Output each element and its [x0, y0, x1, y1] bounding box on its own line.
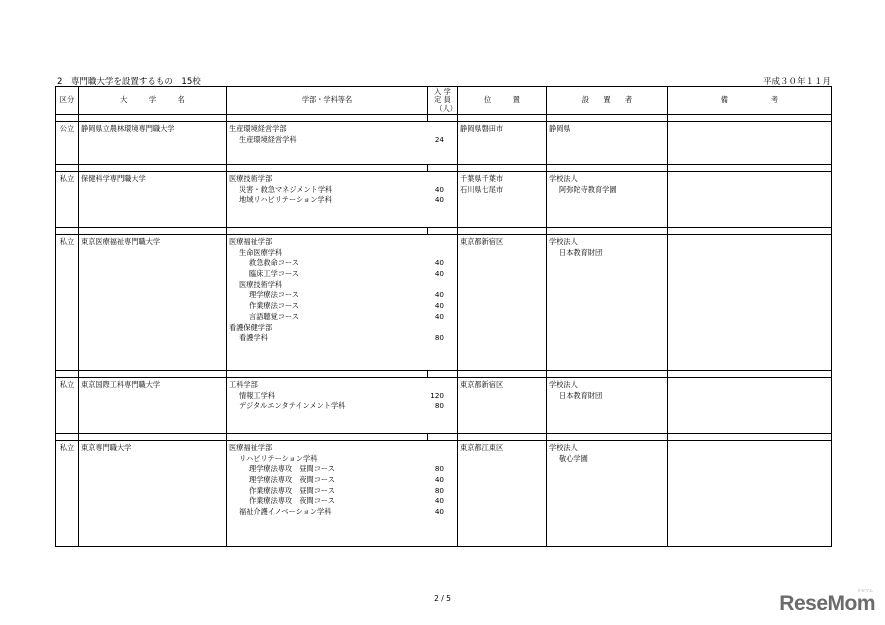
location-line: 東京都新宿区	[460, 380, 504, 389]
gap-cell	[458, 165, 547, 172]
faculty-line	[229, 290, 454, 301]
header-capacity-unit: （人）	[435, 103, 457, 113]
capacity-value: 80	[434, 485, 444, 495]
faculty-line	[229, 124, 454, 135]
faculty-name: 福祉介護イノベーション学科	[239, 507, 332, 517]
gap-cell	[79, 434, 227, 441]
faculty-name: 看護保健学部	[229, 322, 273, 332]
capacity-value	[444, 443, 454, 454]
row-category: 私立	[56, 378, 79, 434]
row-establisher	[547, 122, 668, 165]
row-faculty-list	[227, 378, 458, 434]
row-establisher	[547, 235, 668, 371]
faculty-line	[229, 496, 454, 507]
row-university-name: 東京国際工科専門職大学	[79, 378, 227, 434]
capacity-value: 80	[434, 333, 444, 343]
table-row	[56, 378, 832, 434]
gap-cell	[428, 434, 458, 441]
gap-cell	[56, 434, 79, 441]
faculty-name: 医療福祉学部	[229, 237, 273, 246]
university-table	[55, 86, 832, 547]
gap-cell	[428, 115, 458, 122]
header-capacity-line2: 定 員	[434, 95, 451, 105]
gap-cell	[547, 434, 668, 441]
faculty-line	[229, 195, 454, 206]
establisher-line: 学校法人	[549, 237, 578, 246]
section-heading: 2 専門職大学を設置するもの 15校	[57, 77, 201, 87]
row-gap	[56, 115, 832, 122]
location-line: 静岡県磐田市	[460, 124, 504, 133]
faculty-name: 生産環境経営学部	[229, 124, 287, 133]
row-location	[458, 378, 547, 434]
row-university-name: 東京医療福祉専門職大学	[79, 235, 227, 371]
faculty-line	[229, 248, 454, 259]
gap-cell	[79, 228, 227, 235]
faculty-line	[229, 280, 454, 291]
page-number: 2 / 5	[434, 594, 451, 603]
faculty-name: 理学療法専攻 昼間コース	[249, 464, 335, 474]
capacity-value	[444, 237, 454, 248]
capacity-value: 80	[434, 464, 444, 474]
header-category: 区分	[56, 87, 79, 115]
faculty-name: 生命医療学科	[239, 247, 283, 257]
faculty-name: 災害・救急マネジメント学科	[239, 184, 333, 194]
gap-cell	[458, 371, 547, 378]
faculty-line	[229, 323, 454, 334]
gap-cell	[428, 228, 458, 235]
capacity-value: 80	[434, 401, 444, 411]
row-category: 私立	[56, 235, 79, 371]
establisher-line: 日本教育財団	[559, 247, 603, 257]
gap-cell	[56, 228, 79, 235]
row-location	[458, 122, 547, 165]
row-location	[458, 441, 547, 547]
capacity-value: 40	[434, 258, 444, 268]
faculty-name: 情報工学科	[239, 390, 275, 400]
header-capacity-line1: 入 学	[434, 86, 451, 96]
row-remarks	[668, 235, 832, 371]
capacity-value: 24	[434, 134, 444, 144]
gap-cell	[79, 371, 227, 378]
gap-cell	[227, 434, 428, 441]
faculty-name: 工科学部	[229, 380, 258, 389]
row-location	[458, 172, 547, 228]
capacity-value: 40	[434, 507, 444, 517]
row-category: 私立	[56, 172, 79, 228]
row-gap	[56, 371, 832, 378]
header-faculty: 学部・学科等名	[227, 87, 428, 115]
row-establisher	[547, 378, 668, 434]
row-location	[458, 235, 547, 371]
gap-cell	[547, 371, 668, 378]
row-remarks	[668, 122, 832, 165]
header-establisher: 設 置 者	[547, 87, 668, 115]
faculty-name: 医療技術学部	[229, 174, 273, 183]
faculty-line	[229, 486, 454, 497]
faculty-line	[229, 507, 454, 518]
gap-cell	[668, 115, 832, 122]
header-remarks: 備 考	[668, 87, 832, 115]
faculty-name: 地域リハビリテーション学科	[239, 195, 332, 205]
establisher-line: 日本教育財団	[559, 390, 603, 400]
faculty-line	[229, 454, 454, 465]
establisher-line: 静岡県	[549, 124, 571, 133]
capacity-value	[444, 380, 454, 391]
location-line: 千葉県千葉市	[460, 174, 504, 183]
gap-cell	[547, 228, 668, 235]
gap-cell	[428, 371, 458, 378]
capacity-value	[444, 248, 454, 259]
faculty-line	[229, 269, 454, 280]
document-date: 平成３０年１１月	[762, 77, 831, 87]
table-row	[56, 122, 832, 165]
row-remarks	[668, 441, 832, 547]
row-remarks	[668, 172, 832, 228]
row-university-name: 保健科学専門職大学	[79, 172, 227, 228]
gap-cell	[79, 165, 227, 172]
faculty-name: 作業療法専攻 夜間コース	[249, 496, 335, 506]
capacity-value: 40	[434, 195, 444, 205]
faculty-name: 医療福祉学部	[229, 443, 273, 452]
row-faculty-list	[227, 441, 458, 547]
capacity-value: 40	[434, 475, 444, 485]
location-line: 東京都新宿区	[460, 237, 504, 246]
table-header-row	[56, 87, 832, 115]
capacity-value	[444, 280, 454, 291]
faculty-name: 医療技術学科	[239, 279, 283, 289]
faculty-line	[229, 312, 454, 323]
faculty-line	[229, 391, 454, 402]
establisher-line: 阿弥陀寺教育学園	[559, 184, 617, 194]
faculty-line	[229, 475, 454, 486]
gap-cell	[428, 165, 458, 172]
row-gap	[56, 228, 832, 235]
faculty-name: 臨床工学コース	[249, 269, 299, 279]
faculty-name: 理学療法専攻 夜間コース	[249, 475, 335, 485]
faculty-line	[229, 401, 454, 412]
faculty-name: 救急救命コース	[249, 258, 299, 268]
table-row	[56, 172, 832, 228]
gap-cell	[227, 228, 428, 235]
faculty-line	[229, 464, 454, 475]
gap-cell	[458, 115, 547, 122]
location-line: 石川県七尾市	[460, 184, 504, 194]
establisher-line: 学校法人	[549, 443, 578, 452]
establisher-line: 学校法人	[549, 174, 578, 183]
row-category: 私立	[56, 441, 79, 547]
faculty-name: 理学療法コース	[249, 290, 299, 300]
capacity-value: 40	[434, 269, 444, 279]
capacity-value: 120	[430, 390, 444, 400]
capacity-value: 40	[434, 496, 444, 506]
faculty-line	[229, 174, 454, 185]
capacity-value	[444, 323, 454, 334]
row-university-name: 東京専門職大学	[79, 441, 227, 547]
gap-cell	[79, 115, 227, 122]
faculty-line	[229, 135, 454, 146]
row-establisher	[547, 172, 668, 228]
gap-cell	[56, 165, 79, 172]
faculty-name: リハビリテーション学科	[239, 453, 318, 463]
gap-cell	[668, 371, 832, 378]
gap-cell	[227, 371, 428, 378]
faculty-name: 看護学科	[239, 333, 268, 343]
header-capacity	[428, 87, 458, 115]
capacity-value: 40	[434, 290, 444, 300]
gap-cell	[458, 434, 547, 441]
faculty-line	[229, 237, 454, 248]
row-gap	[56, 165, 832, 172]
capacity-value	[444, 454, 454, 465]
gap-cell	[668, 228, 832, 235]
resemom-logo: ReseMom	[779, 592, 875, 615]
row-remarks	[668, 378, 832, 434]
row-faculty-list	[227, 235, 458, 371]
faculty-name: デジタルエンタテインメント学科	[239, 401, 346, 411]
establisher-line: 敬心学園	[559, 453, 588, 463]
gap-cell	[227, 115, 428, 122]
gap-cell	[547, 115, 668, 122]
capacity-value	[444, 174, 454, 185]
faculty-name: 作業療法コース	[249, 301, 299, 311]
row-category: 公立	[56, 122, 79, 165]
establisher-line: 学校法人	[549, 380, 578, 389]
capacity-value: 40	[434, 311, 444, 321]
location-line: 東京都江東区	[460, 443, 504, 452]
gap-cell	[227, 165, 428, 172]
faculty-line	[229, 258, 454, 269]
capacity-value: 40	[434, 184, 444, 194]
gap-cell	[56, 371, 79, 378]
capacity-value: 40	[434, 301, 444, 311]
faculty-line	[229, 333, 454, 344]
header-location: 位 置	[458, 87, 547, 115]
gap-cell	[547, 165, 668, 172]
gap-cell	[668, 165, 832, 172]
table-row	[56, 441, 832, 547]
faculty-name: 言語聴覚コース	[249, 311, 299, 321]
faculty-line	[229, 443, 454, 454]
capacity-value	[444, 124, 454, 135]
row-faculty-list	[227, 172, 458, 228]
table-row	[56, 235, 832, 371]
gap-cell	[56, 115, 79, 122]
gap-cell	[668, 434, 832, 441]
faculty-name: 生産環境経営学科	[239, 134, 297, 144]
faculty-line	[229, 301, 454, 312]
logo-subtext: リセマム	[857, 588, 873, 593]
row-university-name: 静岡県立農林環境専門職大学	[79, 122, 227, 165]
faculty-line	[229, 185, 454, 196]
row-faculty-list	[227, 122, 458, 165]
header-university: 大 学 名	[79, 87, 227, 115]
faculty-name: 作業療法専攻 昼間コース	[249, 485, 335, 495]
faculty-line	[229, 380, 454, 391]
row-establisher	[547, 441, 668, 547]
row-gap	[56, 434, 832, 441]
gap-cell	[458, 228, 547, 235]
